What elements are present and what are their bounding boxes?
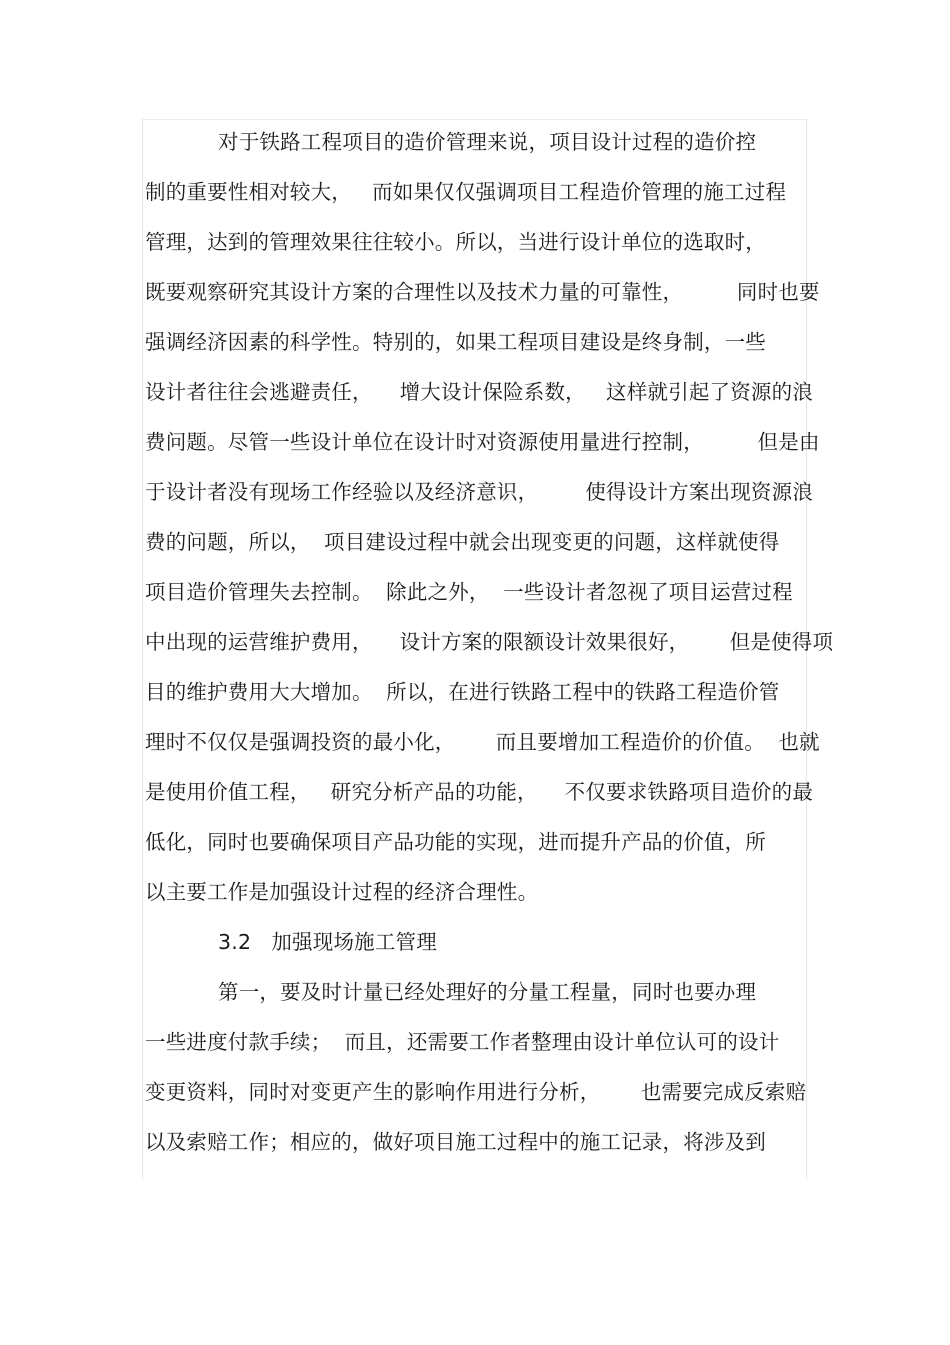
section-heading: 3.2 加强现场施工管理 [218, 930, 437, 954]
paragraph-line: 低化，同时也要确保项目产品功能的实现，进而提升产品的价值，所 [145, 830, 766, 854]
paragraph-line: 管理，达到的管理效果往往较小。所以，当进行设计单位的选取时， [145, 230, 766, 254]
paragraph-line: 于设计者没有现场工作经验以及经济意识， 使得设计方案出现资源浪 [145, 480, 814, 504]
paragraph-line: 第一，要及时计量已经处理好的分量工程量，同时也要办理 [218, 980, 757, 1004]
paragraph-line: 变更资料，同时对变更产生的影响作用进行分析， 也需要完成反索赔 [145, 1080, 807, 1104]
paragraph-line: 是使用价值工程， 研究分析产品的功能， 不仅要求铁路项目造价的最 [145, 780, 814, 804]
paragraph-line: 以主要工作是加强设计过程的经济合理性。 [145, 880, 539, 904]
paragraph-line: 费问题。尽管一些设计单位在设计时对资源使用量进行控制， 但是由 [145, 430, 820, 454]
paragraph-line: 目的维护费用大大增加。 所以，在进行铁路工程中的铁路工程造价管 [145, 680, 780, 704]
paragraph-line: 强调经济因素的科学性。特别的，如果工程项目建设是终身制，一些 [145, 330, 766, 354]
paragraph-line: 对于铁路工程项目的造价管理来说，项目设计过程的造价控 [218, 130, 757, 154]
paragraph-line: 费的问题，所以， 项目建设过程中就会出现变更的问题，这样就使得 [145, 530, 780, 554]
paragraph-line: 理时不仅仅是强调投资的最小化， 而且要增加工程造价的价值。 也就 [145, 730, 820, 754]
paragraph-line: 中出现的运营维护费用， 设计方案的限额设计效果很好， 但是使得项 [145, 630, 834, 654]
paragraph-line: 以及索赔工作；相应的，做好项目施工过程中的施工记录，将涉及到 [145, 1130, 766, 1154]
paragraph-line: 既要观察研究其设计方案的合理性以及技术力量的可靠性， 同时也要 [145, 280, 820, 304]
paragraph-line: 设计者往往会逃避责任， 增大设计保险系数， 这样就引起了资源的浪 [145, 380, 814, 404]
paragraph-line: 制的重要性相对较大， 而如果仅仅强调项目工程造价管理的施工过程 [145, 180, 787, 204]
paragraph-line: 项目造价管理失去控制。 除此之外， 一些设计者忽视了项目运营过程 [145, 580, 793, 604]
paragraph-line: 一些进度付款手续； 而且，还需要工作者整理由设计单位认可的设计 [145, 1030, 780, 1054]
